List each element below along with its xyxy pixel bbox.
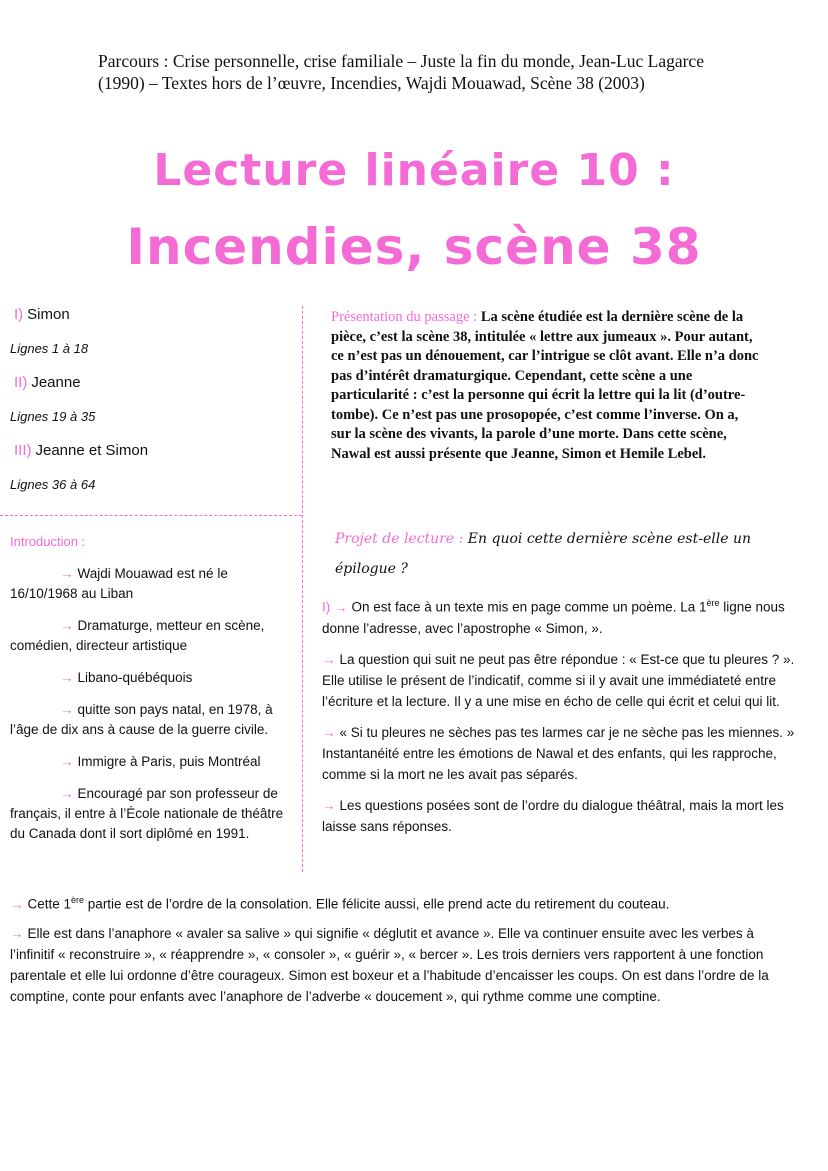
bottom-text: partie est de l’ordre de la consolation. Elle félicite aussi, elle prend acte du retirement du couteau. bbox=[84, 896, 670, 912]
intro-item-text: Dramaturge, metteur en scène, comédien, directeur artistique bbox=[10, 618, 265, 653]
introduction-title: Introduction : bbox=[10, 534, 86, 549]
bottom-analysis-section bbox=[10, 890, 800, 1015]
plan-part-lines: Lignes 19 à 35 bbox=[10, 409, 96, 424]
analysis-part-number: I) bbox=[322, 599, 331, 615]
intro-item-text: Libano-québéquois bbox=[77, 670, 193, 685]
analysis-paragraph bbox=[322, 722, 802, 785]
plan-section bbox=[10, 306, 295, 510]
plan-part-1 bbox=[10, 306, 295, 323]
presentation-label: Présentation du passage : bbox=[331, 309, 478, 325]
plan-part-number: III) bbox=[14, 442, 32, 459]
presentation-text: La scène étudiée est la dernière scène de la pièce, c’est la scène 38, intitulée « lettre aux jumeaux ». Pour autant, ce n’est pas un dénouement, car l’intrigue se clôt avant. Elle n’a donc pas d’intérêt dramaturgique. Cependant, cette scène a une particularité : c’est la personne qui écrit la lettre qui la lit (d’outre-tombe). Ce n’est pas une prosopopée, c’est comme l’inverse. On a, sur la scène des vivants, la parole d’une morte. Dans cette scène, Nawal est aussi présente que Jeanne, Simon et Hemile Lebel. bbox=[331, 309, 759, 462]
column-divider bbox=[302, 306, 303, 872]
intro-item bbox=[10, 784, 290, 844]
analysis-paragraph bbox=[322, 593, 802, 639]
projet-de-lecture bbox=[335, 524, 775, 584]
arrow-right-icon: → bbox=[60, 566, 74, 581]
intro-item bbox=[10, 616, 290, 656]
analysis-text: La question qui suit ne peut pas être répondue : « Est-ce que tu pleures ? ». Elle utilise le présent de l’indicatif, comme si il y avait une immédiateté entre l’écriture et la lecture. Il y a une mise en écho de celle qui écrit et celui qui lit. bbox=[322, 651, 795, 709]
intro-item bbox=[10, 668, 290, 688]
analysis-paragraph bbox=[322, 795, 802, 837]
arrow-right-icon: → bbox=[60, 786, 74, 801]
plan-part-3 bbox=[10, 442, 295, 459]
superscript: ère bbox=[71, 895, 85, 905]
intro-item bbox=[10, 752, 290, 772]
arrow-right-icon: → bbox=[322, 651, 336, 667]
introduction-section bbox=[10, 532, 290, 856]
plan-part-label: Simon bbox=[27, 306, 70, 323]
bottom-paragraph bbox=[10, 890, 800, 915]
page-title-line1 bbox=[0, 144, 828, 198]
bottom-paragraph bbox=[10, 923, 800, 1007]
plan-part-lines: Lignes 36 à 64 bbox=[10, 477, 96, 492]
arrow-right-icon: → bbox=[60, 754, 74, 769]
analysis-section bbox=[322, 593, 802, 847]
plan-part-number: II) bbox=[14, 374, 28, 391]
arrow-right-icon: → bbox=[60, 618, 74, 633]
plan-part-number: I) bbox=[14, 306, 24, 323]
bottom-text: Elle est dans l’anaphore « avaler sa salive » qui signifie « déglutit et avance ». Elle va continuer ensuite avec les verbes à l’infinitif « reconstruire », « réapprendre », « consoler », « guérir », « bercer ». Les trois derniers vers rapportent à une fonction parentale et elle lui ordonne d’être courageux. Simon est boxeur et a l’habitude d’encaisser les coups. On est dans l’ordre de la comptine, conte pour enfants avec l’anaphore de l’adverbe « doucement », qui rythme comme une comptine. bbox=[10, 925, 769, 1004]
analysis-paragraph bbox=[322, 649, 802, 712]
plan-part-2 bbox=[10, 374, 295, 391]
analysis-text: On est face à un texte mis en page comme un poème. La 1 bbox=[351, 599, 707, 615]
plan-part-label: Jeanne et Simon bbox=[35, 442, 149, 459]
presentation-section bbox=[331, 308, 761, 464]
arrow-right-icon: → bbox=[10, 896, 24, 912]
intro-item bbox=[10, 700, 290, 740]
bottom-text: Cette 1 bbox=[27, 896, 72, 912]
arrow-right-icon: → bbox=[322, 797, 336, 813]
projet-label: Projet de lecture : bbox=[335, 531, 464, 547]
arrow-right-icon: → bbox=[10, 925, 24, 941]
plan-part-label: Jeanne bbox=[31, 374, 81, 391]
page-title-line2 bbox=[0, 218, 828, 276]
arrow-right-icon: → bbox=[334, 599, 348, 615]
intro-item-text: Immigre à Paris, puis Montréal bbox=[77, 754, 261, 769]
intro-item-text: quitte son pays natal, en 1978, à l’âge de dix ans à cause de la guerre civile. bbox=[10, 702, 273, 737]
superscript: ère bbox=[706, 598, 720, 608]
arrow-right-icon: → bbox=[60, 702, 74, 717]
arrow-right-icon: → bbox=[322, 724, 336, 740]
section-divider bbox=[0, 515, 302, 516]
projet-text: En quoi cette dernière scène est-elle un épilogue ? bbox=[335, 531, 751, 577]
header-course-title: Parcours : Crise personnelle, crise familiale – Juste la fin du monde, Jean-Luc Lagarce (1990) – Textes hors de l’œuvre, Incendies, Wajdi Mouawad, Scène 38 (2003) bbox=[98, 51, 704, 93]
intro-item bbox=[10, 564, 290, 604]
title-line1-text: Lecture linéaire 10 : bbox=[153, 145, 675, 196]
arrow-right-icon: → bbox=[60, 670, 74, 685]
title-line2-text: Incendies, scène 38 bbox=[126, 218, 702, 276]
analysis-text: « Si tu pleures ne sèches pas tes larmes car je ne sèche pas les miennes. » Instantanéité entre les émotions de Nawal et des enfants, qui les rapproche, comme si la mort ne les avait pas séparés. bbox=[322, 724, 795, 782]
intro-item-text: Encouragé par son professeur de français, il entre à l’École nationale de théâtre du Canada dont il sort diplômé en 1991. bbox=[10, 786, 284, 841]
intro-item-text: Wajdi Mouawad est né le 16/10/1968 au Liban bbox=[10, 566, 228, 601]
plan-part-lines: Lignes 1 à 18 bbox=[10, 341, 89, 356]
analysis-text: ligne nous donne l’adresse, avec l’apostrophe « Simon, ». bbox=[322, 599, 785, 636]
analysis-text: Les questions posées sont de l’ordre du dialogue théâtral, mais la mort les laisse sans réponses. bbox=[322, 797, 784, 834]
